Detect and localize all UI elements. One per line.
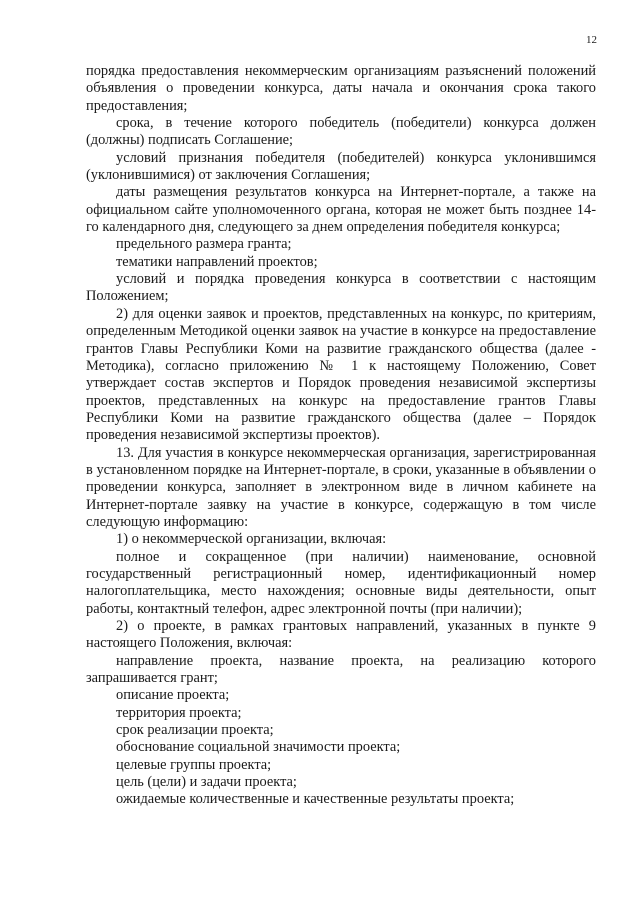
- paragraph: порядка предоставления некоммерческим организациям разъяснений положений объявления о проведении конкурса, даты начала и окончания срока такого предоставления;: [86, 63, 596, 114]
- paragraph: полное и сокращенное (при наличии) наименование, основной государственный регистрационный номер, идентификационный номер налогоплательщика, место нахождения; основные виды деятельности, опыт работы, контактный телефон, адрес электронной почты (при наличии);: [86, 548, 596, 617]
- page-number: 12: [586, 34, 597, 46]
- paragraph: 2) для оценки заявок и проектов, представленных на конкурс, по критериям, определенным Методикой оценки заявок на участие в конкурсе на предоставление грантов Главы Республики Коми на развитие гражданского общества (далее - Методика), согласно приложению № 1 к настоящему Положению, Совет утверждает состав экспертов и Порядок проведения независимой экспертизы проектов, представленных на конкурс на предоставление грантов Главы Республики Коми на развитие гражданского общества (далее – Порядок проведения независимой экспертизы проектов).: [86, 305, 596, 444]
- paragraph: срока, в течение которого победитель (победители) конкурса должен (должны) подписать Соглашение;: [86, 115, 596, 149]
- paragraph: 13. Для участия в конкурсе некоммерческая организация, зарегистрированная в установленном порядке на Интернет-портале, в сроки, указанные в объявлении о проведении конкурса, заполняет в электронном виде в личном кабинете на Интернет-портале заявку на участие в конкурсе, содержащую в том числе следующую информацию:: [86, 444, 596, 530]
- paragraph: территория проекта;: [116, 704, 242, 721]
- paragraph: условий признания победителя (победителей) конкурса уклонившимся (уклонившимися) от заключения Соглашения;: [86, 149, 596, 184]
- paragraph: направление проекта, название проекта, на реализацию которого запрашивается грант;: [86, 652, 596, 687]
- paragraph: цель (цели) и задачи проекта;: [116, 774, 297, 791]
- paragraph: 2) о проекте, в рамках грантовых направлений, указанных в пункте 9 настоящего Положения, включая:: [86, 618, 596, 652]
- document-body: [86, 63, 596, 809]
- paragraph: условий и порядка проведения конкурса в соответствии с настоящим Положением;: [86, 271, 596, 305]
- paragraph: ожидаемые количественные и качественные результаты проекта;: [116, 791, 515, 808]
- paragraph: 1) о некоммерческой организации, включая:: [116, 531, 387, 548]
- paragraph: тематики направлений проектов;: [116, 253, 318, 270]
- paragraph: обоснование социальной значимости проекта;: [116, 739, 401, 756]
- paragraph: срок реализации проекта;: [116, 722, 274, 739]
- paragraph: даты размещения результатов конкурса на Интернет-портале, а также на официальном сайте уполномоченного органа, которая не может быть позднее 14-го календарного дня, следующего за днем определения победителя конкурса;: [86, 184, 596, 236]
- paragraph: описание проекта;: [116, 687, 230, 704]
- paragraph: предельного размера гранта;: [116, 236, 292, 253]
- paragraph: целевые группы проекта;: [116, 756, 272, 773]
